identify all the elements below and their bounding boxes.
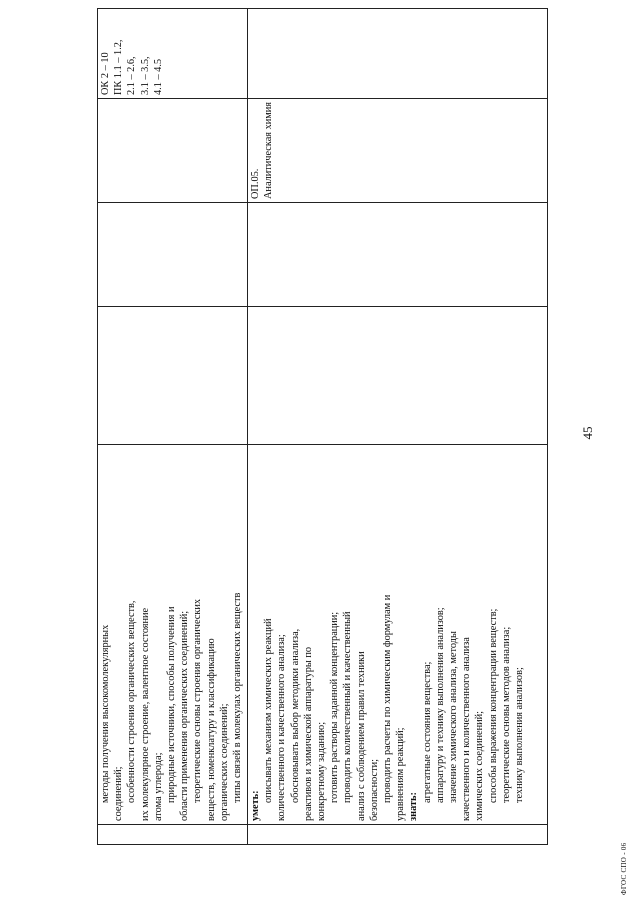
competency-code: ПК 1.1 – 1.2,	[113, 39, 125, 95]
competency-codes	[99, 12, 165, 95]
content-line: веществ, номенклатуру и классификацию	[205, 638, 217, 821]
content-line: атома углерода;	[152, 752, 164, 821]
content-line: анализ с соблюдением правил техники	[355, 651, 367, 821]
page-number: 45	[580, 426, 595, 440]
competency-code: ОК 2 – 10	[100, 52, 111, 95]
content-line: проводить расчеты по химическим формулам и	[382, 594, 394, 803]
table-row	[98, 9, 248, 845]
table-cell-hours-required	[248, 203, 548, 307]
table-cell-hours-required	[98, 203, 248, 307]
content-line: агрегатные состояния вещества;	[421, 661, 433, 803]
content-line: химических соединений;	[474, 711, 486, 821]
content-line: значение химического анализа, методы	[448, 631, 460, 803]
content-line: теоретические основы строения органических	[192, 598, 204, 803]
content-line: безопасности;	[368, 759, 380, 821]
content-line: типы связей в молекулах органических веществ	[232, 592, 244, 803]
content-line: особенности строения органических веществ,	[126, 600, 138, 803]
content-line: природные источники, способы получения и	[166, 606, 178, 803]
content-lines	[249, 448, 526, 821]
content-line: обосновывать выбор методики анализа,	[289, 628, 301, 803]
content-line: знать:	[408, 792, 420, 821]
table-cell-index	[248, 825, 548, 845]
competency-code: 4.1 – 4.5	[152, 58, 164, 95]
content-line: готовить растворы заданной концентрации;	[329, 611, 341, 803]
content-line: количественного и качественного анализа;	[276, 634, 288, 821]
table-cell-competencies	[248, 9, 548, 99]
discipline-table	[97, 8, 548, 845]
footer-label: ФГОС СПО - 06	[620, 842, 628, 895]
content-line: уравнениям реакций;	[395, 727, 407, 821]
table-cell-discipline	[98, 99, 248, 203]
content-line: органических соединений;	[218, 703, 230, 821]
content-line: качественного и количественного анализа	[461, 637, 473, 821]
discipline-name: ОП.05. Аналитическая химия	[250, 102, 275, 199]
content-line: способы выражения концентрации веществ;	[487, 608, 499, 803]
content-line: области применения органических соединений;	[179, 610, 191, 821]
content-line: описывать механизм химических реакций	[263, 618, 275, 803]
content-line: методы получения высокомолекулярных	[100, 624, 111, 803]
content-line: проводить количественный и качественный	[342, 611, 354, 803]
content-lines	[99, 448, 244, 821]
competency-code: 3.1 – 3.5,	[139, 56, 151, 95]
table-cell-hours-max	[248, 307, 548, 445]
table-cell-hours-max	[98, 307, 248, 445]
table-cell-index	[98, 825, 248, 845]
content-line: реактивов и химической аппаратуры по	[302, 646, 314, 821]
content-line: уметь:	[250, 790, 261, 821]
table-cell-content	[98, 445, 248, 825]
content-line: теоретические основы методов анализа;	[500, 626, 512, 803]
table-cell-content	[248, 445, 548, 825]
table-cell-competencies	[98, 9, 248, 99]
content-line: технику выполнения анализов;	[514, 667, 526, 803]
content-line: конкретному заданию;	[316, 721, 328, 821]
content-line: аппаратуру и технику выполнения анализов;	[434, 607, 446, 803]
table-cell-discipline	[248, 99, 548, 203]
content-line: их молекулярное строение, валентное состояние	[139, 607, 151, 821]
content-line: соединений;	[113, 766, 125, 821]
competency-code: 2.1 – 2.6,	[126, 56, 138, 95]
table-row	[248, 9, 548, 845]
